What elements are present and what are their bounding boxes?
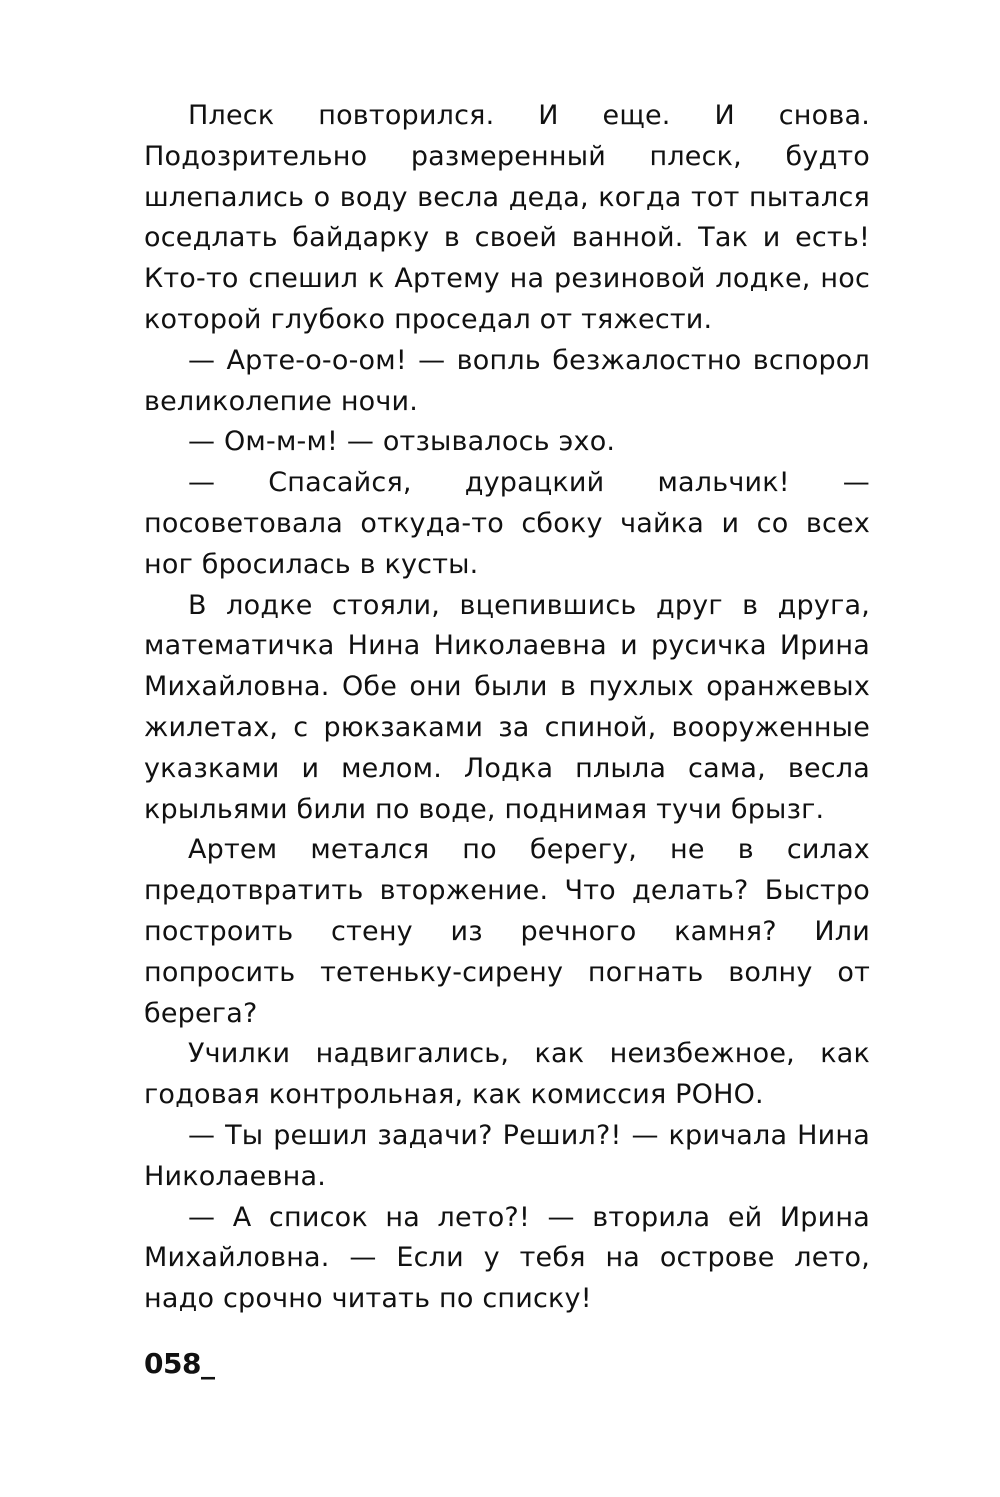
paragraph-9: — А список на лето?! — вторила ей Ирина Михайловна. — Если у тебя на острове лето, надо срочно читать по списку! (144, 1201, 870, 1315)
page-number: 058_ (144, 1347, 215, 1380)
paragraph-7: Училки надвигались, как неизбежное, как годовая контрольная, как комиссия РОНО. (144, 1038, 870, 1111)
body-text (144, 96, 870, 1320)
paragraph-2: — Арте-о-о-ом! — вопль безжалостно вспорол великолепие ночи. (144, 344, 870, 417)
paragraph-3: — Ом-м-м! — отзывалось эхо. (188, 426, 616, 458)
paragraph-1: Плеск повторился. И еще. И снова. Подозрительно размеренный плеск, будто шлепались о воду весла деда, когда тот пытался оседлать байдарку в своей ванной. Так и есть! Кто-то спешил к Артему на резиновой лодке, нос которой глубоко проседал от тяжести. (144, 100, 870, 335)
paragraph-6: Артем метался по берегу, не в силах предотвратить вторжение. Что делать? Быстро построить стену из речного камня? Или попросить тетеньку-сирену погнать волну от берега? (144, 834, 870, 1029)
paragraph-5: В лодке стояли, вцепившись друг в друга, математичка Нина Николаевна и русичка Ирина Михайловна. Обе они были в пухлых оранжевых жилетах, с рюкзаками за спиной, вооруженные указками и мелом. Лодка плыла сама, весла крыльями били по воде, поднимая тучи брызг. (144, 589, 870, 825)
paragraph-8: — Ты решил задачи? Решил?! — кричала Нина Николаевна. (144, 1119, 870, 1192)
paragraph-4: — Спасайся, дурацкий мальчик! — посоветовала откуда-то сбоку чайка и со всех ног бросилась в кусты. (144, 467, 870, 580)
